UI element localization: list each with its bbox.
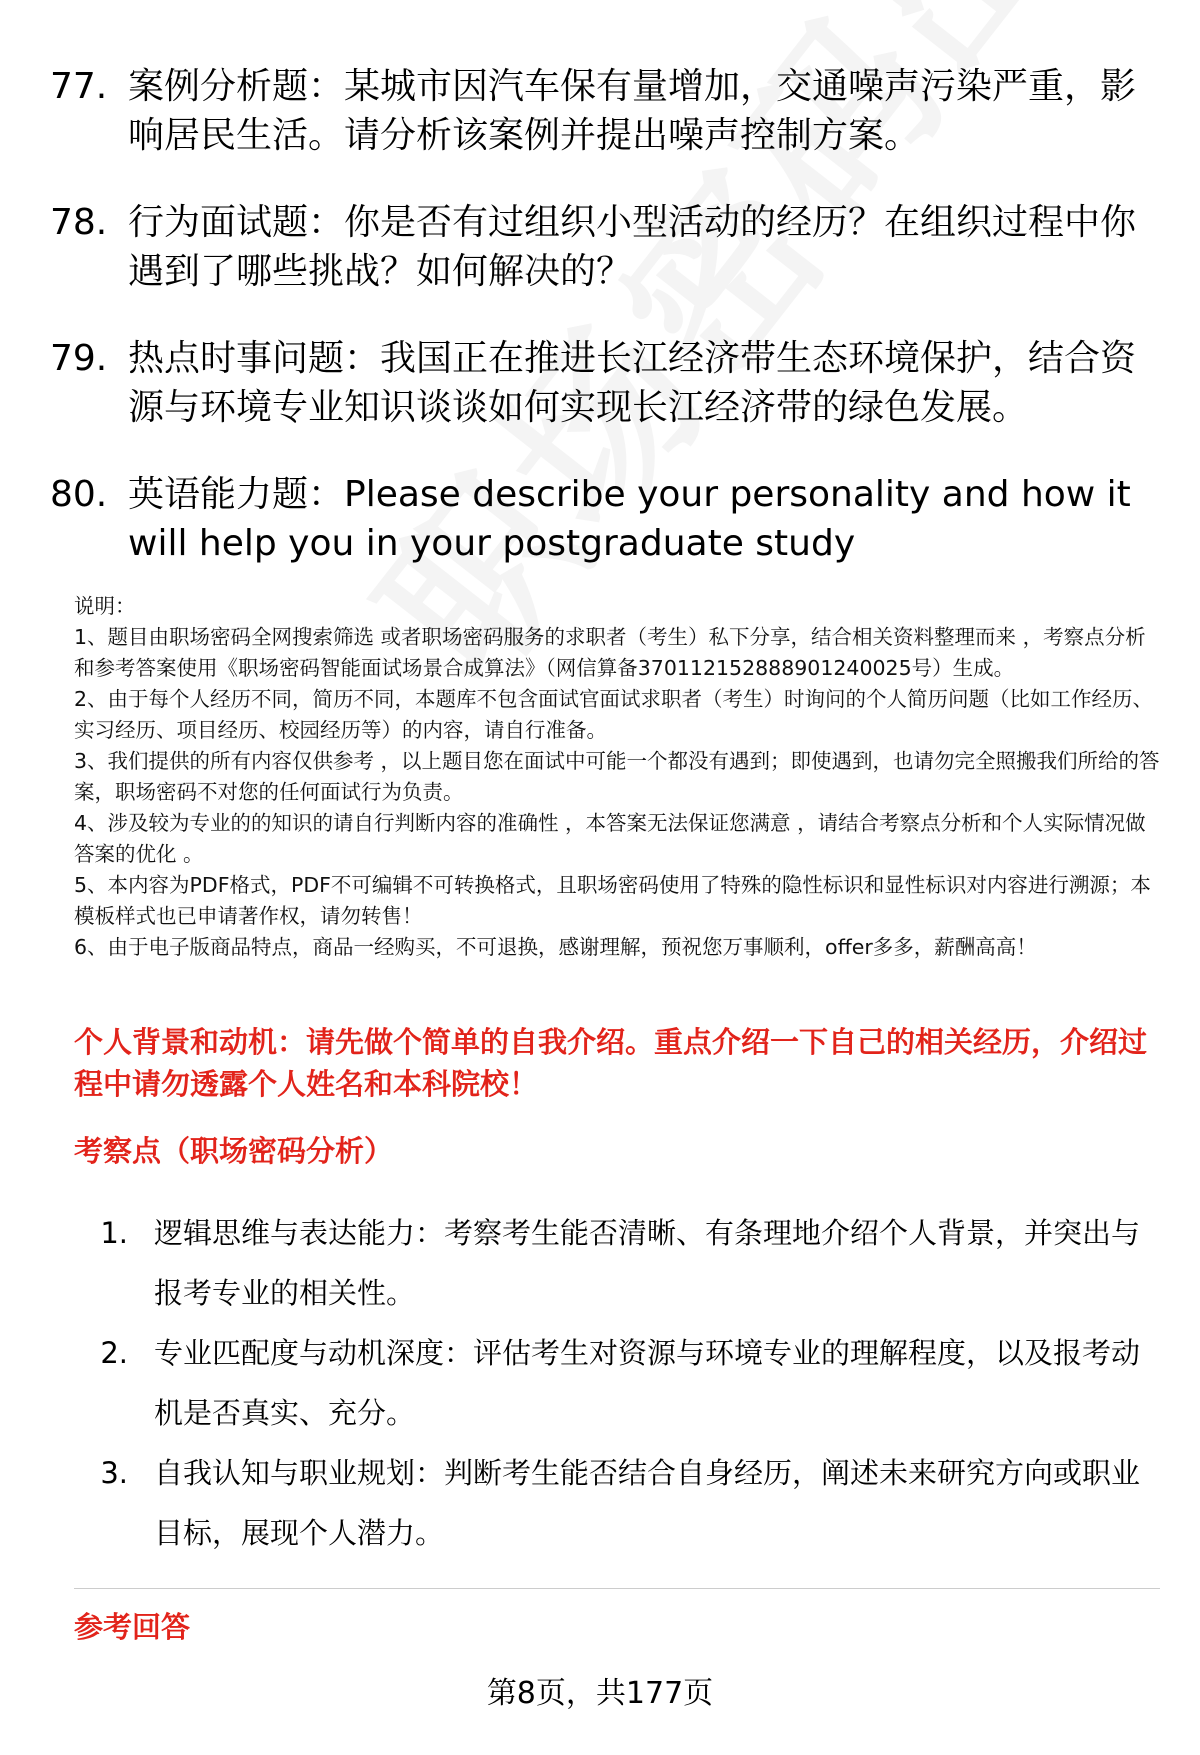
note-item: 3、我们提供的所有内容仅供参考 ，以上题目您在面试中可能一个都没有遇到；即使遇到，也请勿完全照搬我们所给的答案，职场密码不对您的任何面试行为负责。: [74, 749, 1160, 804]
question-number: 78.: [50, 202, 108, 243]
question-text: 案例分析题：某城市因汽车保有量增加，交通噪声污染严重，影响居民生活。请分析该案例并提出噪声控制方案。: [128, 66, 1137, 156]
note-item: 5、本内容为PDF格式，PDF不可编辑不可转换格式，且职场密码使用了特殊的隐性标识和显性标识对内容进行溯源；本模板样式也已申请著作权，请勿转售！: [74, 873, 1151, 928]
divider: [74, 1588, 1160, 1589]
question-text: 热点时事问题：我国正在推进长江经济带生态环境保护，结合资源与环境专业知识谈谈如何实现长江经济带的绿色发展。: [128, 338, 1137, 428]
question-item: [50, 334, 1140, 432]
assessment-points-list: [74, 1203, 1160, 1563]
list-item: [74, 1203, 1160, 1323]
assessment-points-heading: 考察点（职场密码分析）: [74, 1134, 394, 1168]
question-text: 行为面试题：你是否有过组织小型活动的经历？在组织过程中你遇到了哪些挑战？如何解决的？: [128, 202, 1137, 292]
point-text: 逻辑思维与表达能力：考察考生能否清晰、有条理地介绍个人背景，并突出与报考专业的相关性。: [154, 1216, 1141, 1310]
question-number: 77.: [50, 66, 108, 107]
question-number: 79.: [50, 338, 108, 379]
list-item: [74, 1323, 1160, 1443]
note-item: 2、由于每个人经历不同，简历不同，本题库不包含面试官面试求职者（考生）时询问的个人简历问题（比如工作经历、实习经历、项目经历、校园经历等）的内容，请自行准备。: [74, 687, 1154, 742]
point-number: 1.: [100, 1216, 128, 1250]
page-number: 第8页，共177页: [486, 1676, 714, 1711]
point-number: 3.: [100, 1456, 128, 1490]
question-list: [50, 62, 1140, 606]
point-text: 自我认知与职业规划：判断考生能否结合自身经历，阐述未来研究方向或职业目标，展现个人潜力。: [154, 1456, 1141, 1550]
note-item: 6、由于电子版商品特点，商品一经购买，不可退换，感谢理解，预祝您万事顺利，offer多多，薪酬高高！: [74, 935, 1037, 959]
question-item: [50, 470, 1140, 568]
question-number: 80.: [50, 474, 108, 515]
notes-title: 说明：: [74, 594, 136, 618]
question-item: [50, 62, 1140, 160]
question-text: 英语能力题：Please describe your personality and how it will help you in your postgraduate study: [128, 474, 1131, 564]
interview-question-heading: 个人背景和动机：请先做个简单的自我介绍。重点介绍一下自己的相关经历，介绍过程中请勿透露个人姓名和本科院校！: [74, 1025, 1148, 1101]
point-number: 2.: [100, 1336, 128, 1370]
note-item: 4、涉及较为专业的的知识的请自行判断内容的准确性 ，本答案无法保证您满意 ，请结合考察点分析和个人实际情况做答案的优化 。: [74, 811, 1146, 866]
reference-answer-heading: 参考回答: [74, 1610, 191, 1644]
list-item: [74, 1443, 1160, 1563]
point-text: 专业匹配度与动机深度：评估考生对资源与环境专业的理解程度，以及报考动机是否真实、充分。: [154, 1336, 1141, 1430]
question-item: [50, 198, 1140, 296]
notes-section: [74, 591, 1160, 963]
note-item: 1、题目由职场密码全网搜索筛选 或者职场密码服务的求职者（考生）私下分享，结合相关资料整理而来 ，考察点分析和参考答案使用《职场密码智能面试场景合成算法》（网信算备370112152888901240025号）生成。: [74, 625, 1146, 680]
